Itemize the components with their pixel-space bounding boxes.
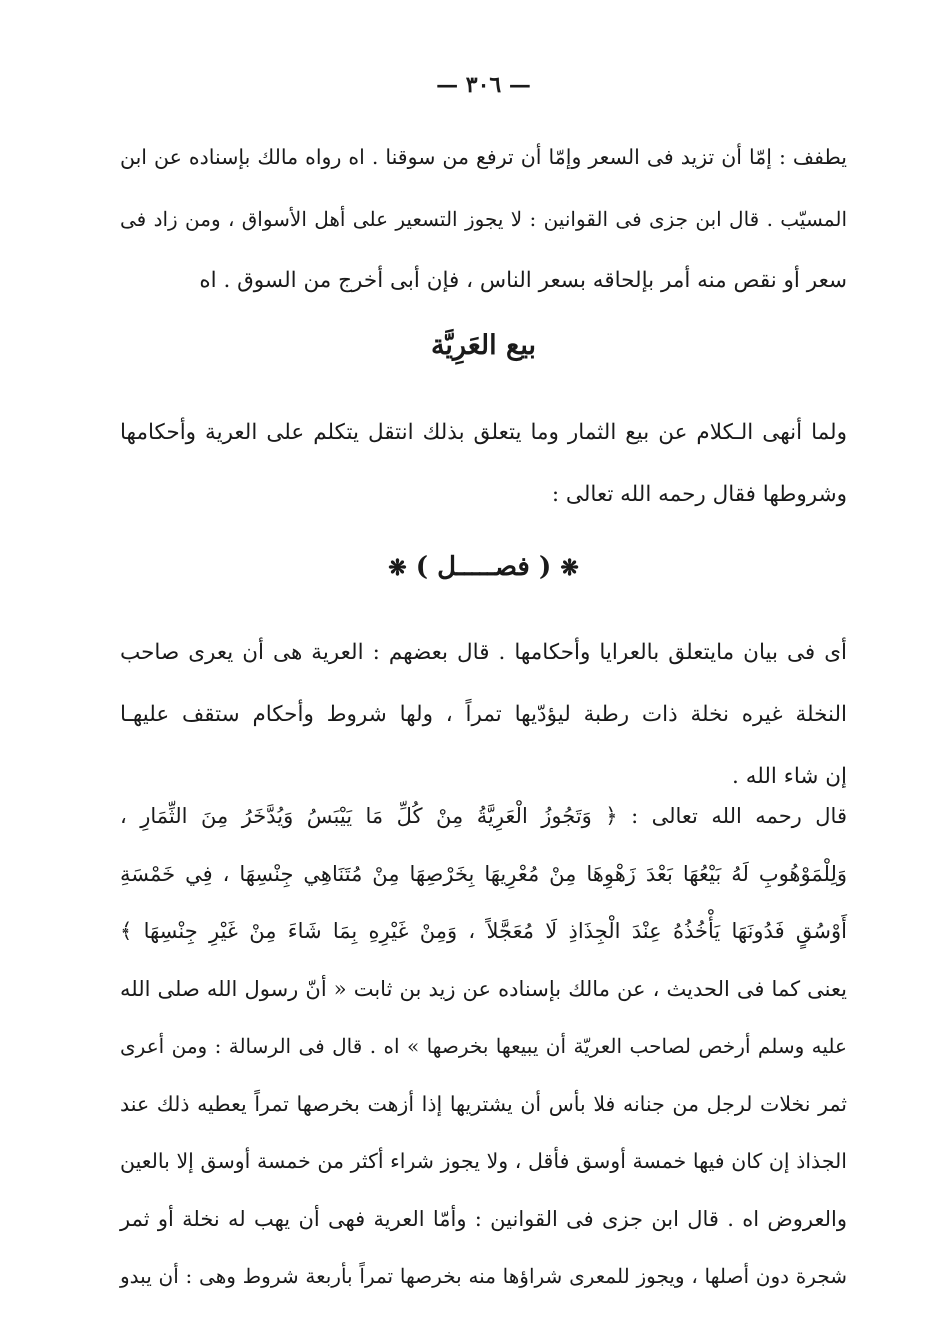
section-heading: بيع العَرِيَّة — [430, 330, 537, 361]
star-ornament-icon: ❋ — [560, 555, 579, 581]
text-line: وَلِلْمَوْهُوبِ لَهُ بَيْعُهَا بَعْدَ زَهْوِهَا مِنْ مُعْرِيهَا بِخَرْصِهَا مِنْ مُتَنَاهِي جِنْسِهَا ، فِي خَمْسَةِ — [120, 861, 847, 886]
bracket-close: ) — [415, 552, 429, 582]
paragraph-intro-ariyya — [120, 402, 847, 526]
chapter-marker — [120, 552, 847, 582]
page-number: — ٣٠٦ — — [436, 72, 531, 98]
text-line: سعر أو نقص منه أمر بإلحاقه بسعر الناس ، فإن أبى أخرج من السوق . اه — [199, 268, 847, 293]
text-line: يعنى كما فى الحديث ، عن مالك بإسناده عن زيد بن ثابت « أنّ رسول الله صلى الله — [120, 976, 847, 1001]
bracket-open: ( — [538, 552, 552, 582]
text-line: الجذاذ إن كان فيها خمسة أوسق فأقل ، ولا يجوز شراء أكثر من خمسة أوسق إلا بالعين — [120, 1149, 847, 1173]
paragraph-main-text — [120, 788, 847, 1306]
text-line: المسيّب . قال ابن جزى فى القوانين : لا يجوز التسعير على أهل الأسواق ، ومن زاد فى — [120, 207, 847, 231]
text-line: يطفف : إمّا أن تزيد فى السعر وإمّا أن ترفع من سوقنا . اه رواه مالك بإسناده عن ابن — [120, 145, 847, 169]
text-line: ثمر نخلات لرجل من جنانه فلا بأس أن يشتريها إذا أزهت بخرصها تمراً يعطيه ذلك عند — [120, 1091, 847, 1116]
text-line: وشروطها فقال رحمه الله تعالى : — [551, 482, 847, 507]
text-line: أَوْسُقٍ فَدُونَهَا يَأْخُذُهُ عِنْدَ الْجِذَاذِ لَا مُعَجَّلاً ، وَمِنْ غَيْرِهِ بِمَا شَاءَ مِنْ غَيْرِ جِنْسِهَا ﴾ — [120, 919, 847, 943]
paragraph-price-fixing — [120, 126, 847, 312]
text-line: النخلة غيره نخلة ذات رطبة ليؤدّيها تمراً ، ولها شروط وأحكام ستقف عليهـا — [120, 702, 847, 727]
book-page — [120, 0, 847, 1338]
text-line: عليه وسلم أرخص لصاحب العريّة أن يبيعها بخرصها » اه . قال فى الرسالة : ومن أعرى — [120, 1034, 847, 1058]
text-line: إن شاء الله . — [732, 764, 847, 789]
text-line: والعروض اه . قال ابن جزى فى القوانين : وأمّا العرية فهى أن يهب له نخلة أو ثمر — [120, 1206, 847, 1231]
text-line: ولما أنهى الـكلام عن بيع الثمار وما يتعلق بذلك انتقل يتكلم على العرية وأحكامها — [120, 420, 847, 445]
star-ornament-icon: ❋ — [388, 555, 407, 581]
chapter-label: فصـــــل — [437, 552, 530, 582]
text-line: أى فى بيان مايتعلق بالعرايا وأحكامها . قال بعضهم : العرية هى أن يعرى صاحب — [120, 640, 847, 665]
paragraph-definition — [120, 622, 847, 808]
text-line: شجرة دون أصلها ، ويجوز للمعرى شراؤها منه بخرصها تمراً بأربعة شروط وهى : أن يبدو — [120, 1264, 847, 1288]
text-line: قال رحمه الله تعالى : ﴿ وَتَجُوزُ الْعَرِيَّةُ مِنْ كُلِّ مَا يَيْبَسُ وَيُدَّخَرُ مِنَ الثِّمَارِ ، — [120, 804, 847, 828]
